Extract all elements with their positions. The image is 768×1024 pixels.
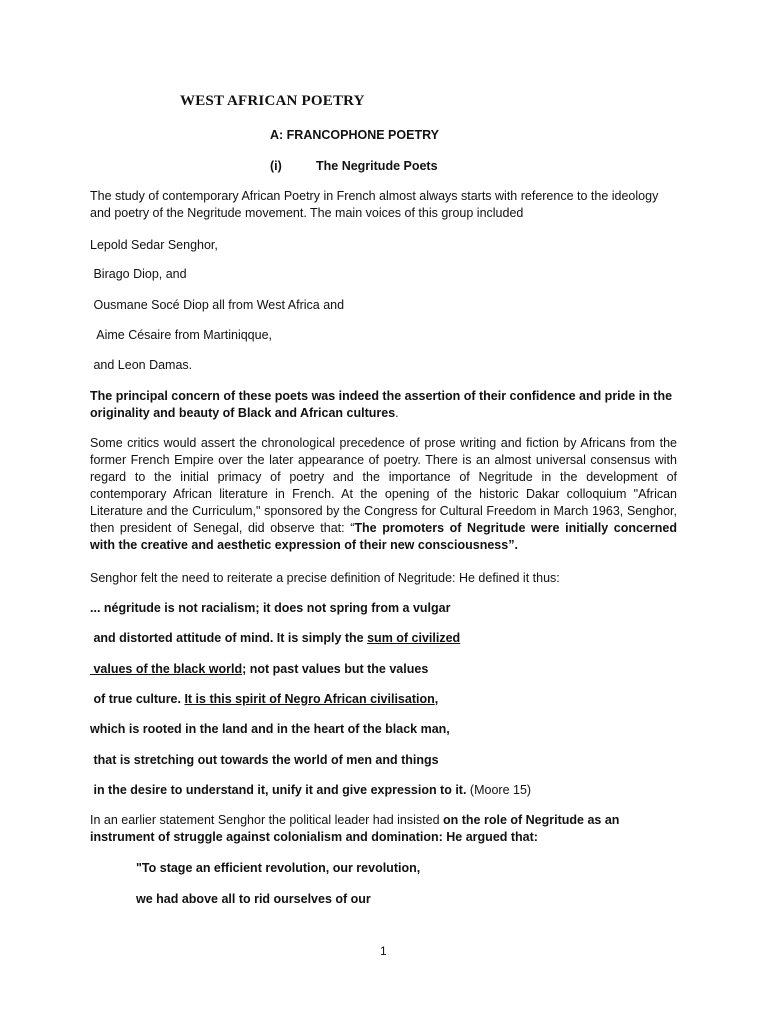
subsection-title: The Negritude Poets <box>316 159 438 173</box>
quote-line-3 <box>90 661 428 678</box>
poet-list-item: Aime Césaire from Martiniqque, <box>90 328 273 342</box>
revolution-quote-line-2: we had above all to rid ourselves of our <box>136 892 371 906</box>
critics-paragraph <box>90 435 677 554</box>
principal-concern-end: . <box>395 406 399 420</box>
earlier-statement-paragraph <box>90 812 677 846</box>
section-heading: A: FRANCOPHONE POETRY <box>270 128 439 142</box>
poet-list-item: and Leon Damas. <box>90 358 193 372</box>
subsection-heading <box>270 158 438 175</box>
quote-line-3-underlined: values of the black world <box>90 662 243 676</box>
quote-line-4-underlined: It is this spirit of Negro African civilisation <box>184 692 435 706</box>
intro-paragraph: The study of contemporary African Poetry in French almost always starts with reference to the ideology and poetry of the Negritude movement. The main voices of this group included <box>90 189 659 220</box>
quote-line-2-text: and distorted attitude of mind. It is simply the <box>90 631 368 645</box>
quote-line-1: ... négritude is not racialism; it does not spring from a vulgar <box>90 601 451 615</box>
revolution-quote-line-1: "To stage an efficient revolution, our revolution, <box>136 861 421 875</box>
earlier-statement-bold: on the role of Negritude as an instrument of struggle against colonialism and domination: He argued that: <box>90 813 620 844</box>
quote-citation: (Moore 15) <box>466 783 532 797</box>
quote-line-7-text: in the desire to understand it, unify it and give expression to it. <box>90 783 467 797</box>
critics-quote: The promoters of Negritude were initially concerned with the creative and aesthetic expression of their new consciousness”. <box>90 521 677 552</box>
page-number: 1 <box>380 944 387 958</box>
subsection-number: (i) <box>270 159 282 173</box>
critics-text: Some critics would assert the chronological precedence of prose writing and fiction by Africans from the former French Empire over the later appearance of poetry. There is an almost universal consensus with regard to the initial primacy of poetry and the importance of Negritude in the development of contemporary African literature in French. At the opening of the historic Dakar colloquium "African Literature and the Curriculum," sponsored by the Congress for Cultural Freedom in March 1963, Senghor, then president of Senegal, did observe that: “ <box>90 436 677 535</box>
quote-line-6: that is stretching out towards the world of men and things <box>90 753 439 767</box>
quote-line-3-text: ; not past values but the values <box>242 662 429 676</box>
quote-line-2-underlined: sum of civilized <box>367 631 461 645</box>
definition-intro: Senghor felt the need to reiterate a precise definition of Negritude: He defined it thus: <box>90 571 560 585</box>
principal-concern-bold: The principal concern of these poets was indeed the assertion of their confidence and pride in the originality and beauty of Black and African cultures <box>90 389 673 420</box>
principal-concern-paragraph <box>90 388 677 422</box>
quote-line-4-text: of true culture. <box>90 692 185 706</box>
poet-list-item: Lepold Sedar Senghor, <box>90 238 218 252</box>
poet-list-item: Ousmane Socé Diop all from West Africa and <box>90 298 345 312</box>
quote-line-7 <box>90 782 531 799</box>
quote-line-5: which is rooted in the land and in the heart of the black man, <box>90 722 450 736</box>
poet-list-item: Birago Diop, and <box>90 267 187 281</box>
quote-line-4-end: , <box>434 692 439 706</box>
earlier-statement-text: In an earlier statement Senghor the political leader had insisted <box>90 813 443 827</box>
quote-line-2 <box>90 630 460 647</box>
document-title: WEST AFRICAN POETRY <box>180 93 365 109</box>
quote-line-4 <box>90 691 438 708</box>
